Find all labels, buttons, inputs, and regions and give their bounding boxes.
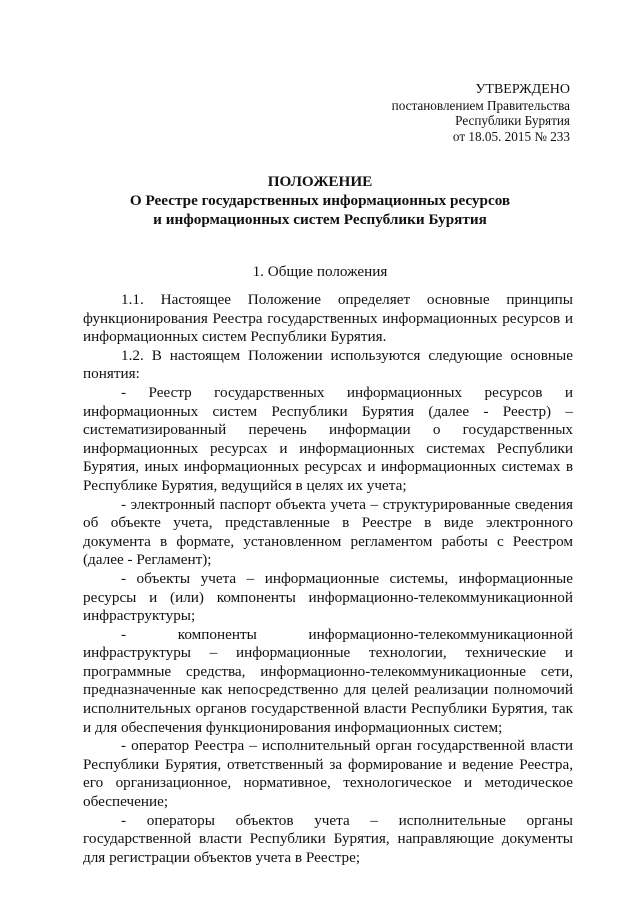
approval-date: от 18.05. 2015 № 233	[452, 128, 570, 144]
approval-line: Республики Бурятия	[455, 113, 570, 128]
paragraph: - операторы объектов учета – исполнительные органы государственной власти Республики Бурятия, направляющие документы для регистрации объектов учета в Реестре;	[83, 811, 573, 866]
paragraph: 1.1. Настоящее Положение определяет основные принципы функционирования Реестра государственных информационных ресурсов и информационных систем Республики Бурятия.	[83, 291, 573, 346]
approval-line: постановлением Правительства	[391, 97, 570, 113]
title-subtitle: О Реестре государственных информационных ресурсов	[129, 192, 511, 209]
title-subtitle: и информационных систем Республики Бурятия	[153, 211, 487, 228]
paragraph: - оператор Реестра – исполнительный орган государственной власти Республики Бурятия, ответственный за формирование и ведение Реестра, его организационное, нормативное, технологическое и методическое обеспечение;	[83, 737, 573, 811]
paragraph: - электронный паспорт объекта учета – структурированные сведения об объекте учета, представленные в Реестре в виде электронного документа в формате, установленном регламентом работы с Реестром (далее - Регламент);	[83, 495, 573, 569]
title-main: ПОЛОЖЕНИЕ	[267, 173, 373, 190]
approval-head: УТВЕРЖДЕНО	[475, 82, 570, 97]
section-heading: 1. Общие положения	[252, 263, 388, 280]
paragraph: - Реестр государственных информационных ресурсов и информационных систем Республики Бурятия (далее - Реестр) – систематизированный перечень информации о государственных информационных ресурсах и информационных системах Республики Бурятия, иных информационных ресурсах и информационных системах в Республике Бурятия, ведущийся в целях их учета;	[83, 383, 573, 494]
paragraph: - объекты учета – информационные системы, информационные ресурсы и (или) компоненты информационно-телекоммуникационной инфраструктуры;	[83, 569, 573, 625]
approval-stamp	[310, 82, 570, 144]
document-title	[40, 172, 600, 229]
paragraph: - компоненты информационно-телекоммуникационной инфраструктуры – информационные технологии, технические и программные средства, информационно-телекоммуникационные сети, предназначенные как непосредственно для целей реализации полномочий исполнительных органов государственной власти Республики Бурятия, так и для обеспечения функционирования информационных систем;	[83, 625, 573, 736]
document-body	[83, 291, 573, 867]
paragraph: 1.2. В настоящем Положении используются следующие основные понятия:	[83, 346, 573, 383]
